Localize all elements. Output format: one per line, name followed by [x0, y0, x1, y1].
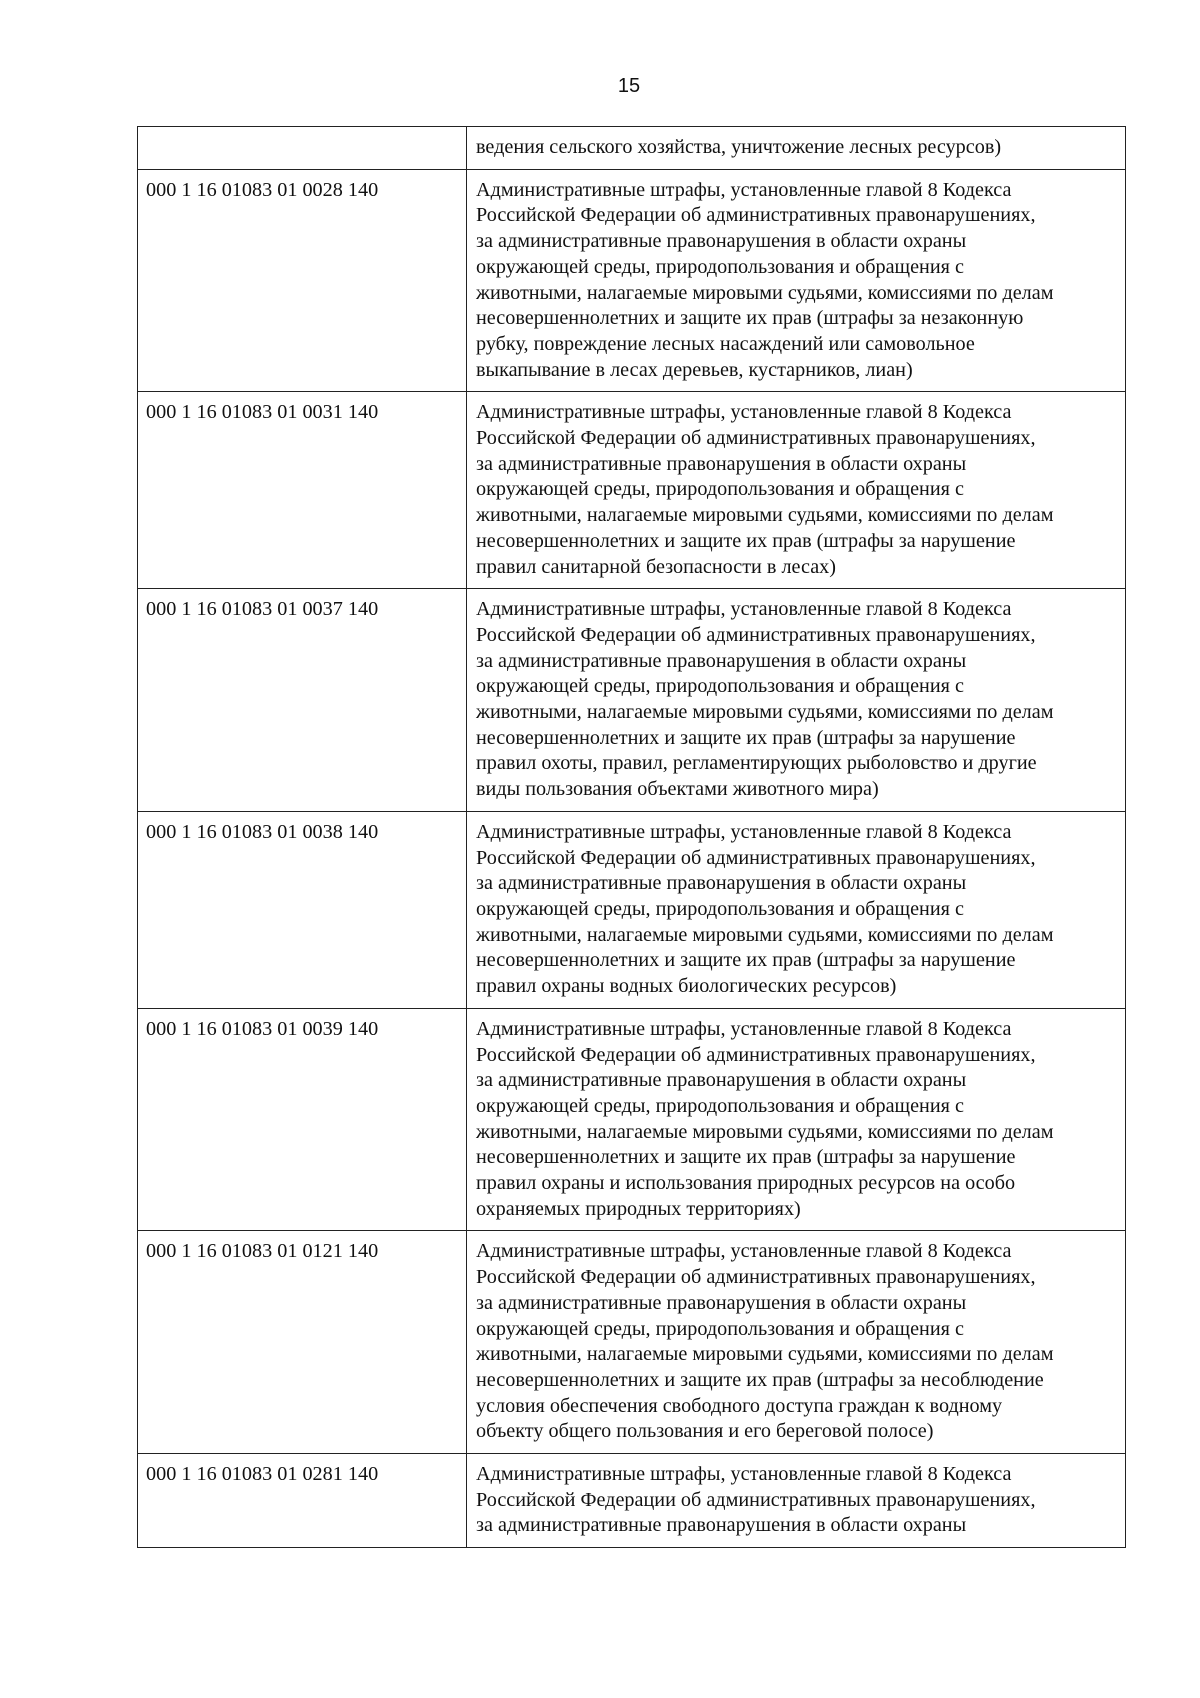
description-line: выкапывание в лесах деревьев, кустарников, лиан): [476, 358, 913, 381]
description-line: Административные штрафы, установленные главой 8 Кодекса: [476, 1240, 1012, 1263]
description-line: объекту общего пользования и его береговой полосе): [476, 1420, 934, 1443]
description-line: Российской Федерации об административных правонарушениях,: [476, 204, 1036, 227]
description-line: окружающей среды, природопользования и обращения с: [476, 675, 964, 698]
description-line: за административные правонарушения в области охраны: [476, 1291, 967, 1314]
description-line: правил охраны водных биологических ресурсов): [476, 975, 897, 998]
table-row: [138, 127, 1126, 170]
budget-code-cell: 000 1 16 01083 01 0121 140: [138, 1231, 467, 1454]
table-row: [138, 392, 1126, 589]
description-line: Административные штрафы, установленные главой 8 Кодекса: [476, 598, 1012, 621]
description-line: рубку, повреждение лесных насаждений или самовольное: [476, 332, 975, 355]
description-line: окружающей среды, природопользования и обращения с: [476, 897, 964, 920]
budget-code-cell: 000 1 16 01083 01 0031 140: [138, 392, 467, 589]
description-line: несовершеннолетних и защите их прав (штрафы за нарушение: [476, 529, 1016, 552]
budget-code-cell: 000 1 16 01083 01 0028 140: [138, 169, 467, 392]
description-line: Российской Федерации об административных правонарушениях,: [476, 1043, 1036, 1066]
page-number: 15: [617, 75, 641, 97]
description-line: правил санитарной безопасности в лесах): [476, 555, 836, 578]
table-row: [138, 169, 1126, 392]
description-line: за административные правонарушения в области охраны: [476, 1069, 967, 1092]
budget-code-cell: 000 1 16 01083 01 0039 140: [138, 1008, 467, 1231]
description-line: ведения сельского хозяйства, уничтожение лесных ресурсов): [476, 136, 1002, 158]
description-line: несовершеннолетних и защите их прав (штрафы за нарушение: [476, 726, 1016, 749]
description-line: Административные штрафы, установленные главой 8 Кодекса: [476, 178, 1012, 201]
description-line: правил охраны и использования природных ресурсов на особо: [476, 1172, 1016, 1195]
description-line: Административные штрафы, установленные главой 8 Кодекса: [476, 820, 1012, 843]
description-cell: [467, 1231, 1126, 1454]
description-line: условия обеспечения свободного доступа граждан к водному: [476, 1394, 1003, 1417]
description-line: Административные штрафы, установленные главой 8 Кодекса: [476, 1017, 1012, 1040]
budget-code-cell: 000 1 16 01083 01 0037 140: [138, 589, 467, 812]
description-line: животными, налагаемые мировыми судьями, комиссиями по делам: [476, 504, 1054, 527]
description-line: Административные штрафы, установленные главой 8 Кодекса: [476, 1463, 1012, 1486]
description-line: за административные правонарушения в области охраны: [476, 649, 967, 672]
description-cell: [467, 1008, 1126, 1231]
description-cell: [467, 392, 1126, 589]
description-line: животными, налагаемые мировыми судьями, комиссиями по делам: [476, 1120, 1054, 1143]
description-line: за административные правонарушения в области охраны: [476, 872, 967, 895]
budget-classification-table: [137, 126, 1126, 1548]
table-row: [138, 811, 1126, 1008]
description-cell: [467, 127, 1126, 170]
description-cell: [467, 169, 1126, 392]
description-line: животными, налагаемые мировыми судьями, комиссиями по делам: [476, 923, 1054, 946]
table-row: [138, 1231, 1126, 1454]
description-cell: [467, 589, 1126, 812]
description-line: правил охоты, правил, регламентирующих рыболовство и другие: [476, 752, 1037, 775]
table-row: [138, 1008, 1126, 1231]
description-line: Российской Федерации об административных правонарушениях,: [476, 846, 1036, 869]
description-line: окружающей среды, природопользования и обращения с: [476, 1094, 964, 1117]
table-row: [138, 1454, 1126, 1548]
description-line: за административные правонарушения в области охраны: [476, 230, 967, 253]
description-line: Российской Федерации об административных правонарушениях,: [476, 1488, 1036, 1511]
description-line: несовершеннолетних и защите их прав (штрафы за несоблюдение: [476, 1368, 1044, 1391]
description-line: окружающей среды, природопользования и обращения с: [476, 478, 964, 501]
description-line: виды пользования объектами животного мира): [476, 778, 879, 801]
description-line: охраняемых природных территориях): [476, 1197, 801, 1220]
description-cell: [467, 811, 1126, 1008]
description-line: несовершеннолетних и защите их прав (штрафы за нарушение: [476, 1146, 1016, 1169]
description-line: животными, налагаемые мировыми судьями, комиссиями по делам: [476, 281, 1054, 304]
description-line: Административные штрафы, установленные главой 8 Кодекса: [476, 401, 1012, 424]
description-line: за административные правонарушения в области охраны: [476, 1514, 967, 1537]
description-line: за административные правонарушения в области охраны: [476, 452, 967, 475]
description-line: окружающей среды, природопользования и обращения с: [476, 255, 964, 278]
description-line: окружающей среды, природопользования и обращения с: [476, 1317, 964, 1340]
budget-code-cell: [138, 127, 467, 170]
description-line: животными, налагаемые мировыми судьями, комиссиями по делам: [476, 701, 1054, 724]
description-cell: [467, 1454, 1126, 1548]
description-line: животными, налагаемые мировыми судьями, комиссиями по делам: [476, 1343, 1054, 1366]
budget-code-cell: 000 1 16 01083 01 0038 140: [138, 811, 467, 1008]
table-row: [138, 589, 1126, 812]
description-line: несовершеннолетних и защите их прав (штрафы за нарушение: [476, 949, 1016, 972]
table-body: [138, 127, 1126, 1548]
budget-code-cell: 000 1 16 01083 01 0281 140: [138, 1454, 467, 1548]
description-line: Российской Федерации об административных правонарушениях,: [476, 427, 1036, 450]
description-line: Российской Федерации об административных правонарушениях,: [476, 623, 1036, 646]
description-line: несовершеннолетних и защите их прав (штрафы за незаконную: [476, 307, 1024, 330]
description-line: Российской Федерации об административных правонарушениях,: [476, 1266, 1036, 1289]
